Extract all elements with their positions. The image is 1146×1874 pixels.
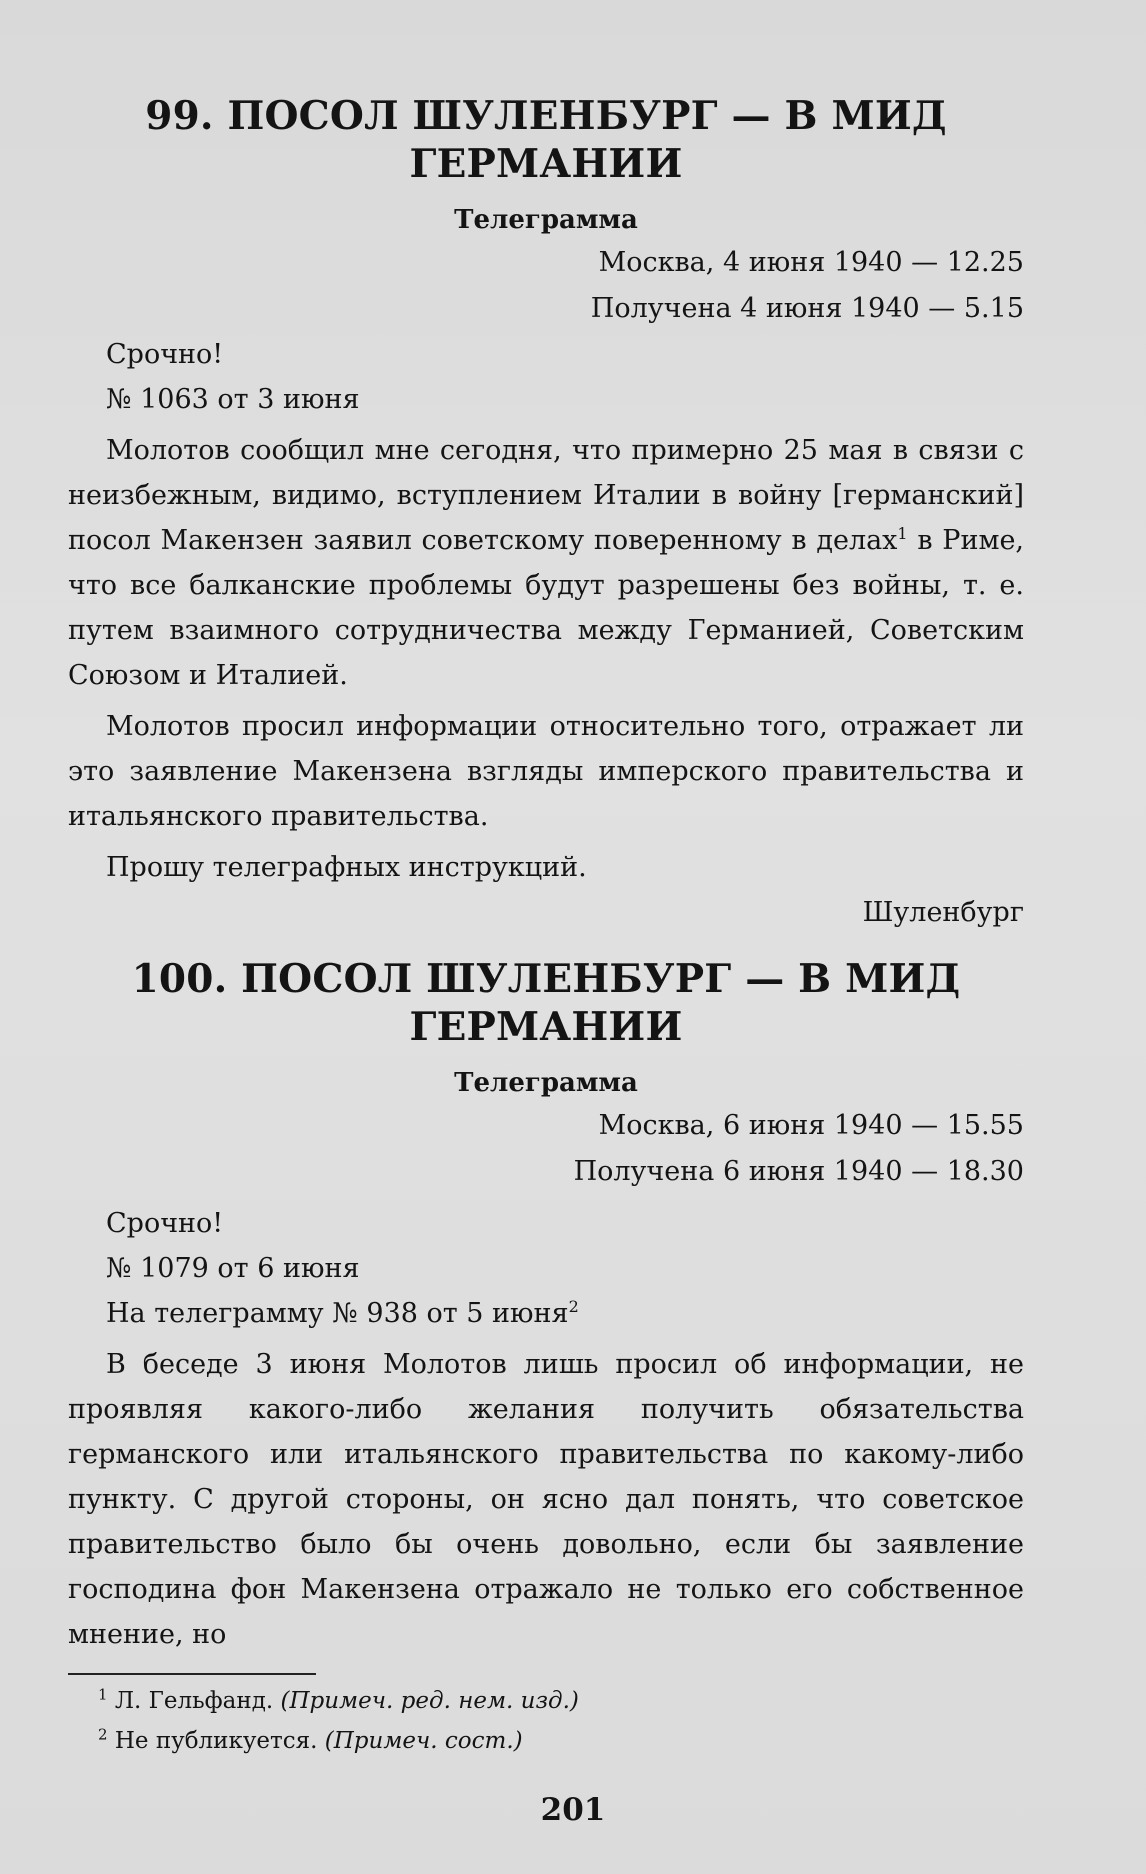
document-99-number: № 1063 от 3 июня xyxy=(106,384,360,415)
document-100-reply-text: На телеграмму № 938 от 5 июня xyxy=(106,1298,569,1329)
document-99-title: 99. ПОСОЛ ШУЛЕНБУРГ — В МИД ГЕРМАНИИ xyxy=(145,93,947,187)
footnote-1-note: (Примеч. ред. нем. изд.) xyxy=(280,1688,579,1714)
page-number: 201 xyxy=(540,1792,606,1828)
footnote-1-text: Л. Гельфанд. xyxy=(114,1688,281,1714)
document-100-number: № 1079 от 6 июня xyxy=(106,1253,360,1284)
page-content xyxy=(68,92,1024,1761)
footnote-divider xyxy=(68,1673,316,1675)
document-99-sent: Москва, 4 июня 1940 — 12.25 xyxy=(598,247,1024,278)
footnote-2-mark: 2 xyxy=(98,1725,108,1744)
document-99-paragraph-1 xyxy=(68,428,1024,698)
document-100-received: Получена 6 июня 1940 — 18.30 xyxy=(573,1156,1024,1187)
document-99-paragraph-3: Прошу телеграфных инструкций. xyxy=(106,852,587,883)
footnote-1 xyxy=(68,1681,1024,1721)
document-99-paragraph-2: Молотов просил информации относительно того, отражает ли это заявление Макензена взгляды имперского правительства и итальянского правительства. xyxy=(68,711,1024,832)
document-99-signature: Шуленбург xyxy=(862,897,1024,928)
footnote-ref-2: 2 xyxy=(568,1297,579,1316)
document-100-urgent: Срочно! xyxy=(106,1208,224,1239)
footnote-2-note: (Примеч. сост.) xyxy=(324,1728,523,1754)
document-100-type: Телеграмма xyxy=(454,1068,638,1098)
document-100-sent: Москва, 6 июня 1940 — 15.55 xyxy=(598,1110,1024,1141)
document-99-paragraph-1-cont: в Риме, что все балканские проблемы будут разрешены без войны, т. е. путем взаимного сотрудничества между Германией, Советским Союзом и Италией. xyxy=(68,525,1025,691)
document-100-paragraph-1: В беседе 3 июня Молотов лишь просил об информации, не проявляя какого-либо желания получить обязательства германского или итальянского правительства по какому-либо пункту. С другой стороны, он ясно дал понять, что советское правительство было бы очень довольно, если бы заявление господина фон Макензена отражало не только его собственное мнение, но xyxy=(68,1349,1024,1650)
footnote-ref-1: 1 xyxy=(897,524,908,543)
document-100-reply-to xyxy=(68,1291,1024,1336)
footnote-2 xyxy=(68,1721,1024,1761)
document-99-type: Телеграмма xyxy=(454,205,638,235)
footnote-2-text: Не публикуется. xyxy=(114,1728,325,1754)
document-99-urgent: Срочно! xyxy=(106,339,224,370)
document-99-paragraph-1-text: Молотов сообщил мне сегодня, что примерно 25 мая в связи с неизбежным, видимо, вступлением Италии в войну [германский] посол Макензен заявил советскому поверенному в делах xyxy=(68,435,1024,556)
document-100-title: 100. ПОСОЛ ШУЛЕНБУРГ — В МИД ГЕРМАНИИ xyxy=(131,956,961,1050)
document-99-received: Получена 4 июня 1940 — 5.15 xyxy=(590,293,1024,324)
footnote-1-mark: 1 xyxy=(98,1685,108,1704)
